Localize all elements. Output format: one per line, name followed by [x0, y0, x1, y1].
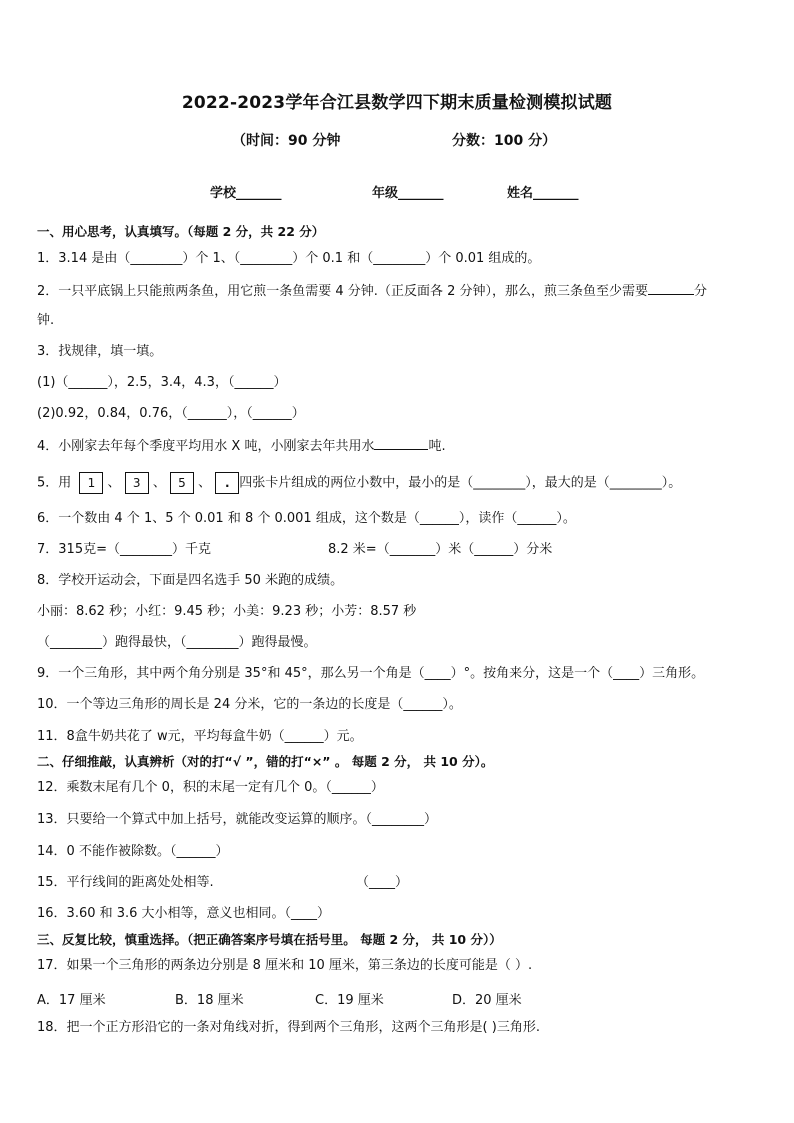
- question-3: 3．找规律，填一填。: [37, 344, 163, 359]
- question-14: 14．0 不能作被除数。（______）: [37, 844, 229, 859]
- question-8: 8．学校开运动会，下面是四名选手 50 米跑的成绩。: [37, 573, 344, 588]
- question-17: 17．如果一个三角形的两条边分别是 8 厘米和 10 厘米，第三条边的长度可能是（ ）.: [37, 958, 533, 973]
- answer-blank: [648, 282, 694, 295]
- question-12: 12．乘数末尾有几个 0，积的末尾一定有几个 0。（______）: [37, 780, 384, 795]
- question-6: 6．一个数由 4 个 1、5 个 0.01 和 8 个 0.001 组成，这个数是（______），读作（______）。: [37, 511, 576, 526]
- question-18: 18．把一个正方形沿它的一条对角线对折，得到两个三角形，这两个三角形是( )三角形.: [37, 1020, 540, 1035]
- question-16: 16．3.60 和 3.6 大小相等，意义也相同。（____）: [37, 906, 331, 921]
- question-7a: 7．315克=（________）千克: [37, 542, 211, 557]
- question-3-part-2: (2)0.92，0.84，0.76，（______），（______）: [37, 406, 305, 421]
- question-15: 15．平行线间的距离处处相等.: [37, 875, 214, 890]
- question-7b: 8.2 米=（_______）米（______）分米: [328, 542, 553, 557]
- decimal-point-card: .: [215, 472, 239, 494]
- question-8-data: 小丽：8.62 秒；小红：9.45 秒；小美：9.23 秒；小芳：8.57 秒: [37, 604, 417, 619]
- answer-blank: [374, 437, 428, 450]
- question-2: [37, 282, 707, 300]
- question-9: 9．一个三角形，其中两个角分别是 35°和 45°，那么另一个角是（____）°。按角来分，这是一个（____）三角形。: [37, 666, 705, 681]
- option-b: B．18 厘米: [175, 993, 244, 1008]
- question-10: 10．一个等边三角形的周长是 24 分米，它的一条边的长度是（______）。: [37, 697, 462, 712]
- name-field: 姓名_______: [507, 186, 579, 201]
- section-3-heading: 三、反复比较，慎重选择。（把正确答案序号填在括号里。 每题 2 分， 共 10 分））: [37, 932, 502, 947]
- section-1-heading: 一、用心思考，认真填写。（每题 2 分，共 22 分）: [37, 224, 325, 239]
- question-3-part-1: (1)（______），2.5，3.4，4.3，（______）: [37, 375, 287, 390]
- question-2-unit: 分: [693, 284, 707, 299]
- time-label: （时间：90 分钟: [232, 133, 341, 149]
- option-d: D．20 厘米: [452, 993, 522, 1008]
- school-field: 学校_______: [210, 186, 282, 201]
- number-card: 1: [79, 472, 103, 494]
- page-title: 2022-2023学年合江县数学四下期末质量检测模拟试题: [181, 93, 613, 113]
- question-5-text: 四张卡片组成的两位小数中，最小的是（________），最大的是（________）。: [239, 475, 682, 491]
- grade-field: 年级_______: [372, 186, 444, 201]
- option-a: A．17 厘米: [37, 993, 106, 1008]
- question-13: 13．只要给一个算式中加上括号，就能改变运算的顺序。（________）: [37, 812, 438, 827]
- question-11: 11．8盒牛奶共花了 w元，平均每盒牛奶（______）元。: [37, 729, 363, 744]
- section-2-heading: 二、仔细推敲，认真辨析（对的打“√ ”，错的打“×” 。 每题 2 分， 共 10 分）。: [37, 754, 494, 769]
- question-1: 1．3.14 是由（________）个 1、（________）个 0.1 和（________）个 0.01 组成的。: [37, 251, 541, 266]
- question-4-text: 4．小刚家去年每个季度平均用水 X 吨，小刚家去年共用水: [37, 439, 375, 454]
- question-2-continued: 钟.: [37, 313, 55, 328]
- question-15-answer: （____）: [356, 875, 409, 890]
- number-card: 5: [170, 472, 194, 494]
- question-4: [37, 437, 446, 455]
- score-label: 分数：100 分）: [452, 133, 557, 149]
- question-8-answer: （________）跑得最快，（________）跑得最慢。: [37, 635, 317, 650]
- question-5-lead: 5．用: [37, 475, 72, 491]
- option-c: C．19 厘米: [315, 993, 384, 1008]
- question-4-unit: 吨.: [428, 439, 446, 454]
- question-5: 5．用 1 、 3 、 5 、 . 四张卡片组成的两位小数中，最小的是（________），最大的是（________）。: [37, 472, 681, 494]
- number-card: 3: [125, 472, 149, 494]
- question-2-text: 2．一只平底锅上只能煎两条鱼，用它煎一条鱼需要 4 分钟.（正反面各 2 分钟），那么，煎三条鱼至少需要: [37, 284, 648, 299]
